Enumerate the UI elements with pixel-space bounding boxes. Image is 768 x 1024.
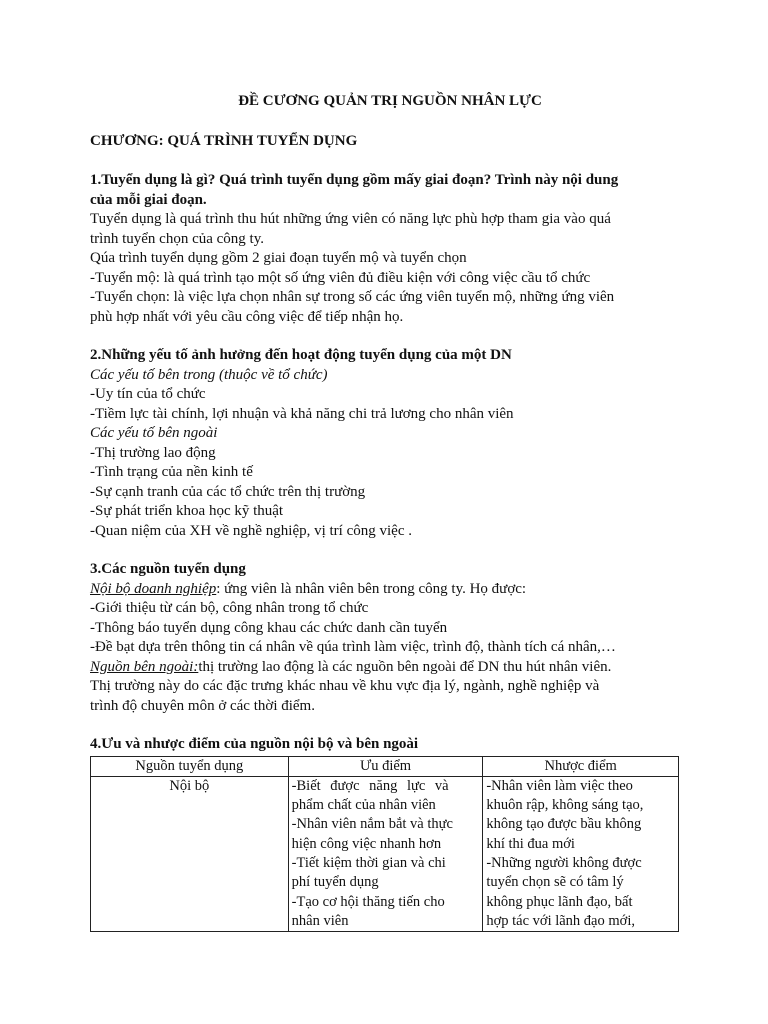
section-4-heading: 4.Ưu và nhược điểm của nguồn nội bộ và bên ngoài <box>90 736 419 752</box>
column-header-cons: Nhược điểm <box>483 756 679 776</box>
internal-factors-label: Các yếu tố bên trong (thuộc về tổ chức) <box>90 366 328 383</box>
section-1-heading-line: của mỗi giai đoạn. <box>90 191 207 208</box>
cell-line: -Nhân viên nắm bắt và thực <box>291 816 453 833</box>
paragraph-line: Qúa trình tuyển dụng gồm 2 giai đoạn tuyển mộ và tuyển chọn <box>90 250 467 266</box>
paragraph-line: Thị trường này do các đặc trưng khác nhau về khu vực địa lý, ngành, nghề nghiệp và <box>90 678 600 694</box>
cell-line: -Nhân viên làm việc theo <box>486 777 633 794</box>
cell-line: khí thi đua mới <box>486 835 575 852</box>
list-item: -Quan niệm của XH về nghề nghiệp, vị trí công việc . <box>90 522 412 539</box>
section-1-heading-line: 1.Tuyển dụng là gì? Quá trình tuyển dụng gồm mấy giai đoạn? Trình này nội dung <box>90 172 619 188</box>
external-source-label: Nguồn bên ngoài: <box>90 658 199 675</box>
cell-line: hợp tác với lãnh đạo mới, <box>486 912 635 929</box>
table-cell-pros <box>288 776 483 931</box>
paragraph-line: trình tuyển chọn của công ty. <box>90 230 264 247</box>
cell-line: phẩm chất của nhân viên <box>291 797 436 814</box>
paragraph-line: -Tuyển mộ: là quá trình tạo một số ứng viên đủ điều kiện với công việc cầu tổ chức <box>90 269 591 286</box>
table-cell-cons <box>483 776 679 931</box>
table-cell-source: Nội bộ <box>91 776 289 931</box>
section-3-heading: 3.Các nguồn tuyển dụng <box>90 561 246 577</box>
cell-line: khuôn rập, không sáng tạo, <box>486 797 644 814</box>
internal-source-label: Nội bộ doanh nghiệp <box>90 580 217 597</box>
section-1 <box>90 171 690 327</box>
comparison-table <box>90 756 679 933</box>
cell-line: -Tiết kiệm thời gian và chi <box>291 854 446 871</box>
cell-line: hiện công việc nhanh hơn <box>291 835 442 852</box>
section-3 <box>90 560 690 716</box>
section-2-heading: 2.Những yếu tố ảnh hưởng đến hoạt động tuyển dụng của một DN <box>90 347 512 363</box>
internal-source-line <box>90 580 690 600</box>
external-factors-label: Các yếu tố bên ngoài <box>90 425 218 441</box>
table-row <box>91 776 679 931</box>
paragraph-line: trình độ chuyên môn ở các thời điểm. <box>90 697 315 714</box>
internal-source-text: : ứng viên là nhân viên bên trong công ty. Họ được: <box>216 580 527 597</box>
document-title: ĐỀ CƯƠNG QUẢN TRỊ NGUỒN NHÂN LỰC <box>238 93 542 109</box>
cell-line: -Những người không được <box>486 854 642 871</box>
external-source-line <box>90 658 690 678</box>
paragraph-line: -Tuyển chọn: là việc lựa chọn nhân sự trong số các ứng viên tuyển mộ, những ứng viên <box>90 289 615 305</box>
cell-line: nhân viên <box>291 912 349 929</box>
column-header-pros: Ưu điểm <box>288 756 483 776</box>
list-item: -Sự phát triển khoa học kỹ thuật <box>90 503 284 519</box>
cell-line: phí tuyển dụng <box>291 874 379 891</box>
list-item: -Giới thiệu từ cán bộ, công nhân trong tổ chức <box>90 600 369 616</box>
list-item: -Tình trạng của nền kinh tế <box>90 464 253 480</box>
column-header-source: Nguồn tuyển dụng <box>91 756 289 776</box>
list-item: -Tiềm lực tài chính, lợi nhuận và khả năng chi trả lương cho nhân viên <box>90 405 514 422</box>
paragraph-line: phù hợp nhất với yêu cầu công việc để tiếp nhận họ. <box>90 308 404 325</box>
document-page <box>90 92 690 932</box>
cell-line: -Tạo cơ hội thăng tiến cho <box>291 893 445 910</box>
cell-line: không phục lãnh đạo, bất <box>486 893 633 910</box>
list-item: -Thông báo tuyển dụng công khau các chức danh cần tuyển <box>90 619 448 636</box>
list-item: -Uy tín của tổ chức <box>90 386 206 402</box>
cell-line: không tạo được bầu không <box>486 816 642 833</box>
list-item: -Đề bạt dựa trên thông tin cá nhân về qúa trình làm việc, trình độ, thành tích cá nhân,… <box>90 639 616 655</box>
section-2 <box>90 346 690 541</box>
paragraph-line: Tuyển dụng là quá trình thu hút những ứng viên có năng lực phù hợp tham gia vào quá <box>90 211 611 227</box>
table-header-row <box>91 756 679 776</box>
chapter-heading: CHƯƠNG: QUÁ TRÌNH TUYỂN DỤNG <box>90 132 358 149</box>
cell-line: -Biết được năng lực và <box>291 777 449 794</box>
external-source-text: thị trường lao động là các nguồn bên ngoài để DN thu hút nhân viên. <box>198 658 612 675</box>
list-item: -Sự cạnh tranh của các tổ chức trên thị trường <box>90 483 366 500</box>
list-item: -Thị trường lao động <box>90 444 216 461</box>
cell-line: tuyển chọn sẽ có tâm lý <box>486 874 624 891</box>
section-4 <box>90 735 690 932</box>
